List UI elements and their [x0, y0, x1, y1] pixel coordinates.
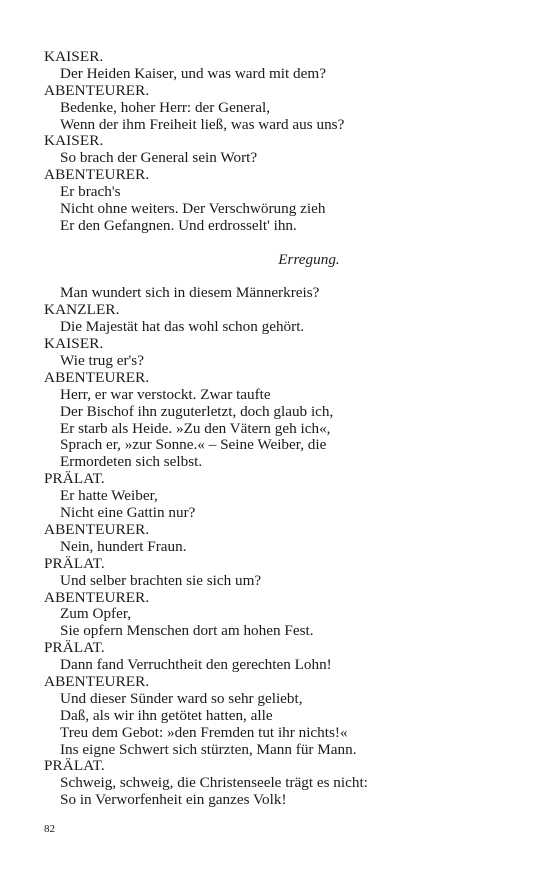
speaker-name: KAISER. [44, 132, 104, 150]
verse-line: Zum Opfer, [60, 605, 132, 623]
verse-line: Er hatte Weiber, [60, 487, 158, 505]
play-text [44, 49, 514, 809]
verse-line: Schweig, schweig, die Christenseele trägt es nicht: [60, 774, 368, 792]
verse-line: So in Verworfenheit ein ganzes Volk! [60, 791, 287, 809]
speaker-name: ABENTEURER. [44, 368, 150, 386]
blank-line [44, 269, 514, 286]
speaker-name: KAISER. [44, 48, 104, 65]
speaker-name: PRÄLAT. [44, 554, 105, 572]
speaker-name: ABENTEURER. [44, 166, 150, 184]
verse-line: So brach der General sein Wort? [60, 149, 258, 167]
speaker-name: ABENTEURER. [44, 588, 150, 606]
verse-line: Und selber brachten sie sich um? [60, 571, 262, 589]
speaker-name: ABENTEURER. [44, 520, 150, 538]
verse-line: Nicht ohne weiters. Der Verschwörung zieh [60, 200, 326, 218]
speaker-name: ABENTEURER. [44, 672, 150, 690]
verse-line: Wie trug er's? [60, 352, 144, 370]
verse-line: Ins eigne Schwert sich stürzten, Mann für Mann. [60, 740, 357, 758]
verse-line: Dann fand Verruchtheit den gerechten Lohn! [60, 656, 332, 674]
speaker-name: PRÄLAT. [44, 639, 105, 657]
verse-line: Nein, hundert Fraun. [60, 537, 187, 555]
verse-line: Er brach's [60, 183, 121, 201]
verse-line: Wenn der ihm Freiheit ließ, was ward aus uns? [60, 115, 345, 133]
verse-line: Ermordeten sich selbst. [60, 453, 203, 471]
speaker-name: KANZLER. [44, 301, 120, 319]
verse-line: Die Majestät hat das wohl schon gehört. [60, 318, 305, 336]
verse-line: Der Bischof ihn zuguterletzt, doch glaub ich, [60, 402, 334, 420]
page-number: 82 [44, 823, 55, 835]
verse-line: Sprach er, »zur Sonne.« – Seine Weiber, die [60, 436, 327, 454]
verse-line: Man wundert sich in diesem Männerkreis? [60, 284, 320, 302]
speaker-name: PRÄLAT. [44, 757, 105, 775]
verse-line: Treu dem Gebot: »den Fremden tut ihr nichts!« [60, 723, 348, 741]
verse-line: Der Heiden Kaiser, und was ward mit dem? [60, 64, 326, 82]
verse-line: Daß, als wir ihn getötet hatten, alle [60, 706, 273, 724]
blank-line [44, 235, 514, 252]
speaker-name: KAISER. [44, 335, 104, 353]
verse-line: Und dieser Sünder ward so sehr geliebt, [60, 689, 303, 707]
stage-direction: Erregung. [278, 250, 340, 268]
verse-line: Bedenke, hoher Herr: der General, [60, 98, 270, 116]
verse-line: Herr, er war verstockt. Zwar taufte [60, 385, 271, 403]
verse-line: Nicht eine Gattin nur? [60, 504, 196, 522]
verse-line: Er starb als Heide. »Zu den Vätern geh ich«, [60, 419, 331, 437]
speaker-name: PRÄLAT. [44, 470, 105, 488]
verse-line: Sie opfern Menschen dort am hohen Fest. [60, 622, 314, 640]
verse-line: Er den Gefangnen. Und erdrosselt' ihn. [60, 216, 297, 234]
speaker-name: ABENTEURER. [44, 81, 150, 99]
